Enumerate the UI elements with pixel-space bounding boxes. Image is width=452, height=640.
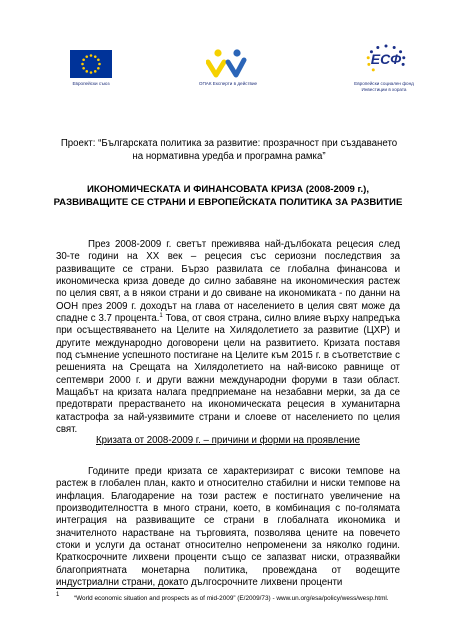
- esf-star: [393, 46, 396, 49]
- section-subheading: Кризата от 2008-2009 г. – причини и форми на проявление: [96, 435, 360, 446]
- paragraph-2: [56, 466, 400, 589]
- footnote-text: “World economic situation and prospects as of mid-2009” (E/2009/73) - www.un.org/esa/policy/wess/wesp.html.: [74, 595, 389, 602]
- eu-flag-icon: [70, 50, 112, 78]
- eu-star: [94, 70, 97, 73]
- op-logo: [188, 48, 268, 87]
- eu-star: [81, 63, 84, 66]
- esf-star: [372, 68, 375, 71]
- paragraph-1-part-a: През 2008-2009 г. светът преживява най-дълбоката рецесия след 30-те години на XX век – рецесия със сериозни последствия за развиващите се страни. Бързо развилата се глобална финансова и икономическа криза доведе до силно забавяне на икономическия растеж по целия свят, а в някои страни и до свиване на икономиката - по данни на ООН през 2009 г. доходът на глава от населението в целия свят може да спадне с 3.7 процента.: [56, 239, 400, 325]
- esf-star: [367, 56, 370, 59]
- eu-star: [85, 70, 88, 73]
- esf-logo: [344, 44, 424, 92]
- esf-caption: [344, 81, 424, 92]
- eu-star: [94, 55, 97, 58]
- esf-letters: ЕСФ: [370, 51, 402, 67]
- paragraph-1-text: [56, 239, 400, 437]
- paragraph-1-part-b: Това, от своя страна, силно влияе върху напредъка при осъществяването на Целите на Хилядолетието за развитие (ЦХР) и другите международно договорени цели на развитието. Кризата поставя под съмнение успешното постигане на Целите към 2015 г. в съответствие с решенията на Срещата на Хилядолетието на най-високо равнище от септември 2000 г. и други важни международни форуми в тази област. Мащабът на кризата налага предприемане на незабавни мерки, за да се предотврати прерастването на икономическата рецесия в хуманитарна катастрофа за най-уязвимите страни и слоеве от населението по целия свят.: [56, 313, 400, 436]
- op-people-icon: [206, 48, 250, 78]
- footnote-reference: 1: [159, 312, 163, 319]
- project-line: Проект: “Българската политика за развитие: прозрачност при създаването на нормативна уредба и програмна рамка”: [60, 138, 398, 162]
- footnote-number: 1: [56, 592, 60, 598]
- eu-star: [85, 55, 88, 58]
- esf-stars-icon: [356, 44, 412, 78]
- paragraph-2-text: Годините преди кризата се характеризират с високи темпове на растеж в глобален план, както и относително стабилни и ниски темпове на инфлация. Благодарение на този растеж е постигнато увеличение на производителността в много страни, което, в комбинация с по-голямата интеграция на развиващите се страни в глобалната икономика и значителното нарастване на търговията, позволява цените на повечето стоки и услуги да останат относително непроменени за няколко години. Краткосрочните лихвени проценти също се запазват ниски, отразявайки благоприятната монетарна политика, провеждана от водещите индустриални страни, докато дългосрочните лихвени проценти: [56, 466, 400, 589]
- eu-star: [90, 71, 93, 74]
- eu-star: [97, 67, 100, 70]
- eu-star: [97, 58, 100, 61]
- footnote-separator: [56, 588, 184, 589]
- eu-caption: Европейски съюз: [72, 81, 110, 86]
- esf-star: [402, 63, 405, 66]
- paragraph-1: [56, 239, 400, 437]
- document-title: ИКОНОМИЧЕСКАТА И ФИНАНСОВАТА КРИЗА (2008-2009 г.), РАЗВИВАЩИТЕ СЕ СТРАНИ И ЕВРОПЕЙСКАТА ПОЛИТИКА ЗА РАЗВИТИЕ: [53, 184, 403, 208]
- eu-logo: [56, 50, 126, 87]
- esf-star: [385, 45, 388, 48]
- esf-star: [402, 56, 405, 59]
- eu-star: [98, 63, 101, 66]
- eu-star: [82, 58, 85, 61]
- esf-caption-line2: Инвестиции в хората: [361, 86, 407, 92]
- eu-star: [82, 67, 85, 70]
- eu-star: [90, 54, 93, 57]
- esf-star: [376, 46, 379, 49]
- op-caption: ОПАК Експерти в действие: [198, 81, 258, 86]
- esf-caption-line1: Европейски социален фонд: [354, 81, 414, 86]
